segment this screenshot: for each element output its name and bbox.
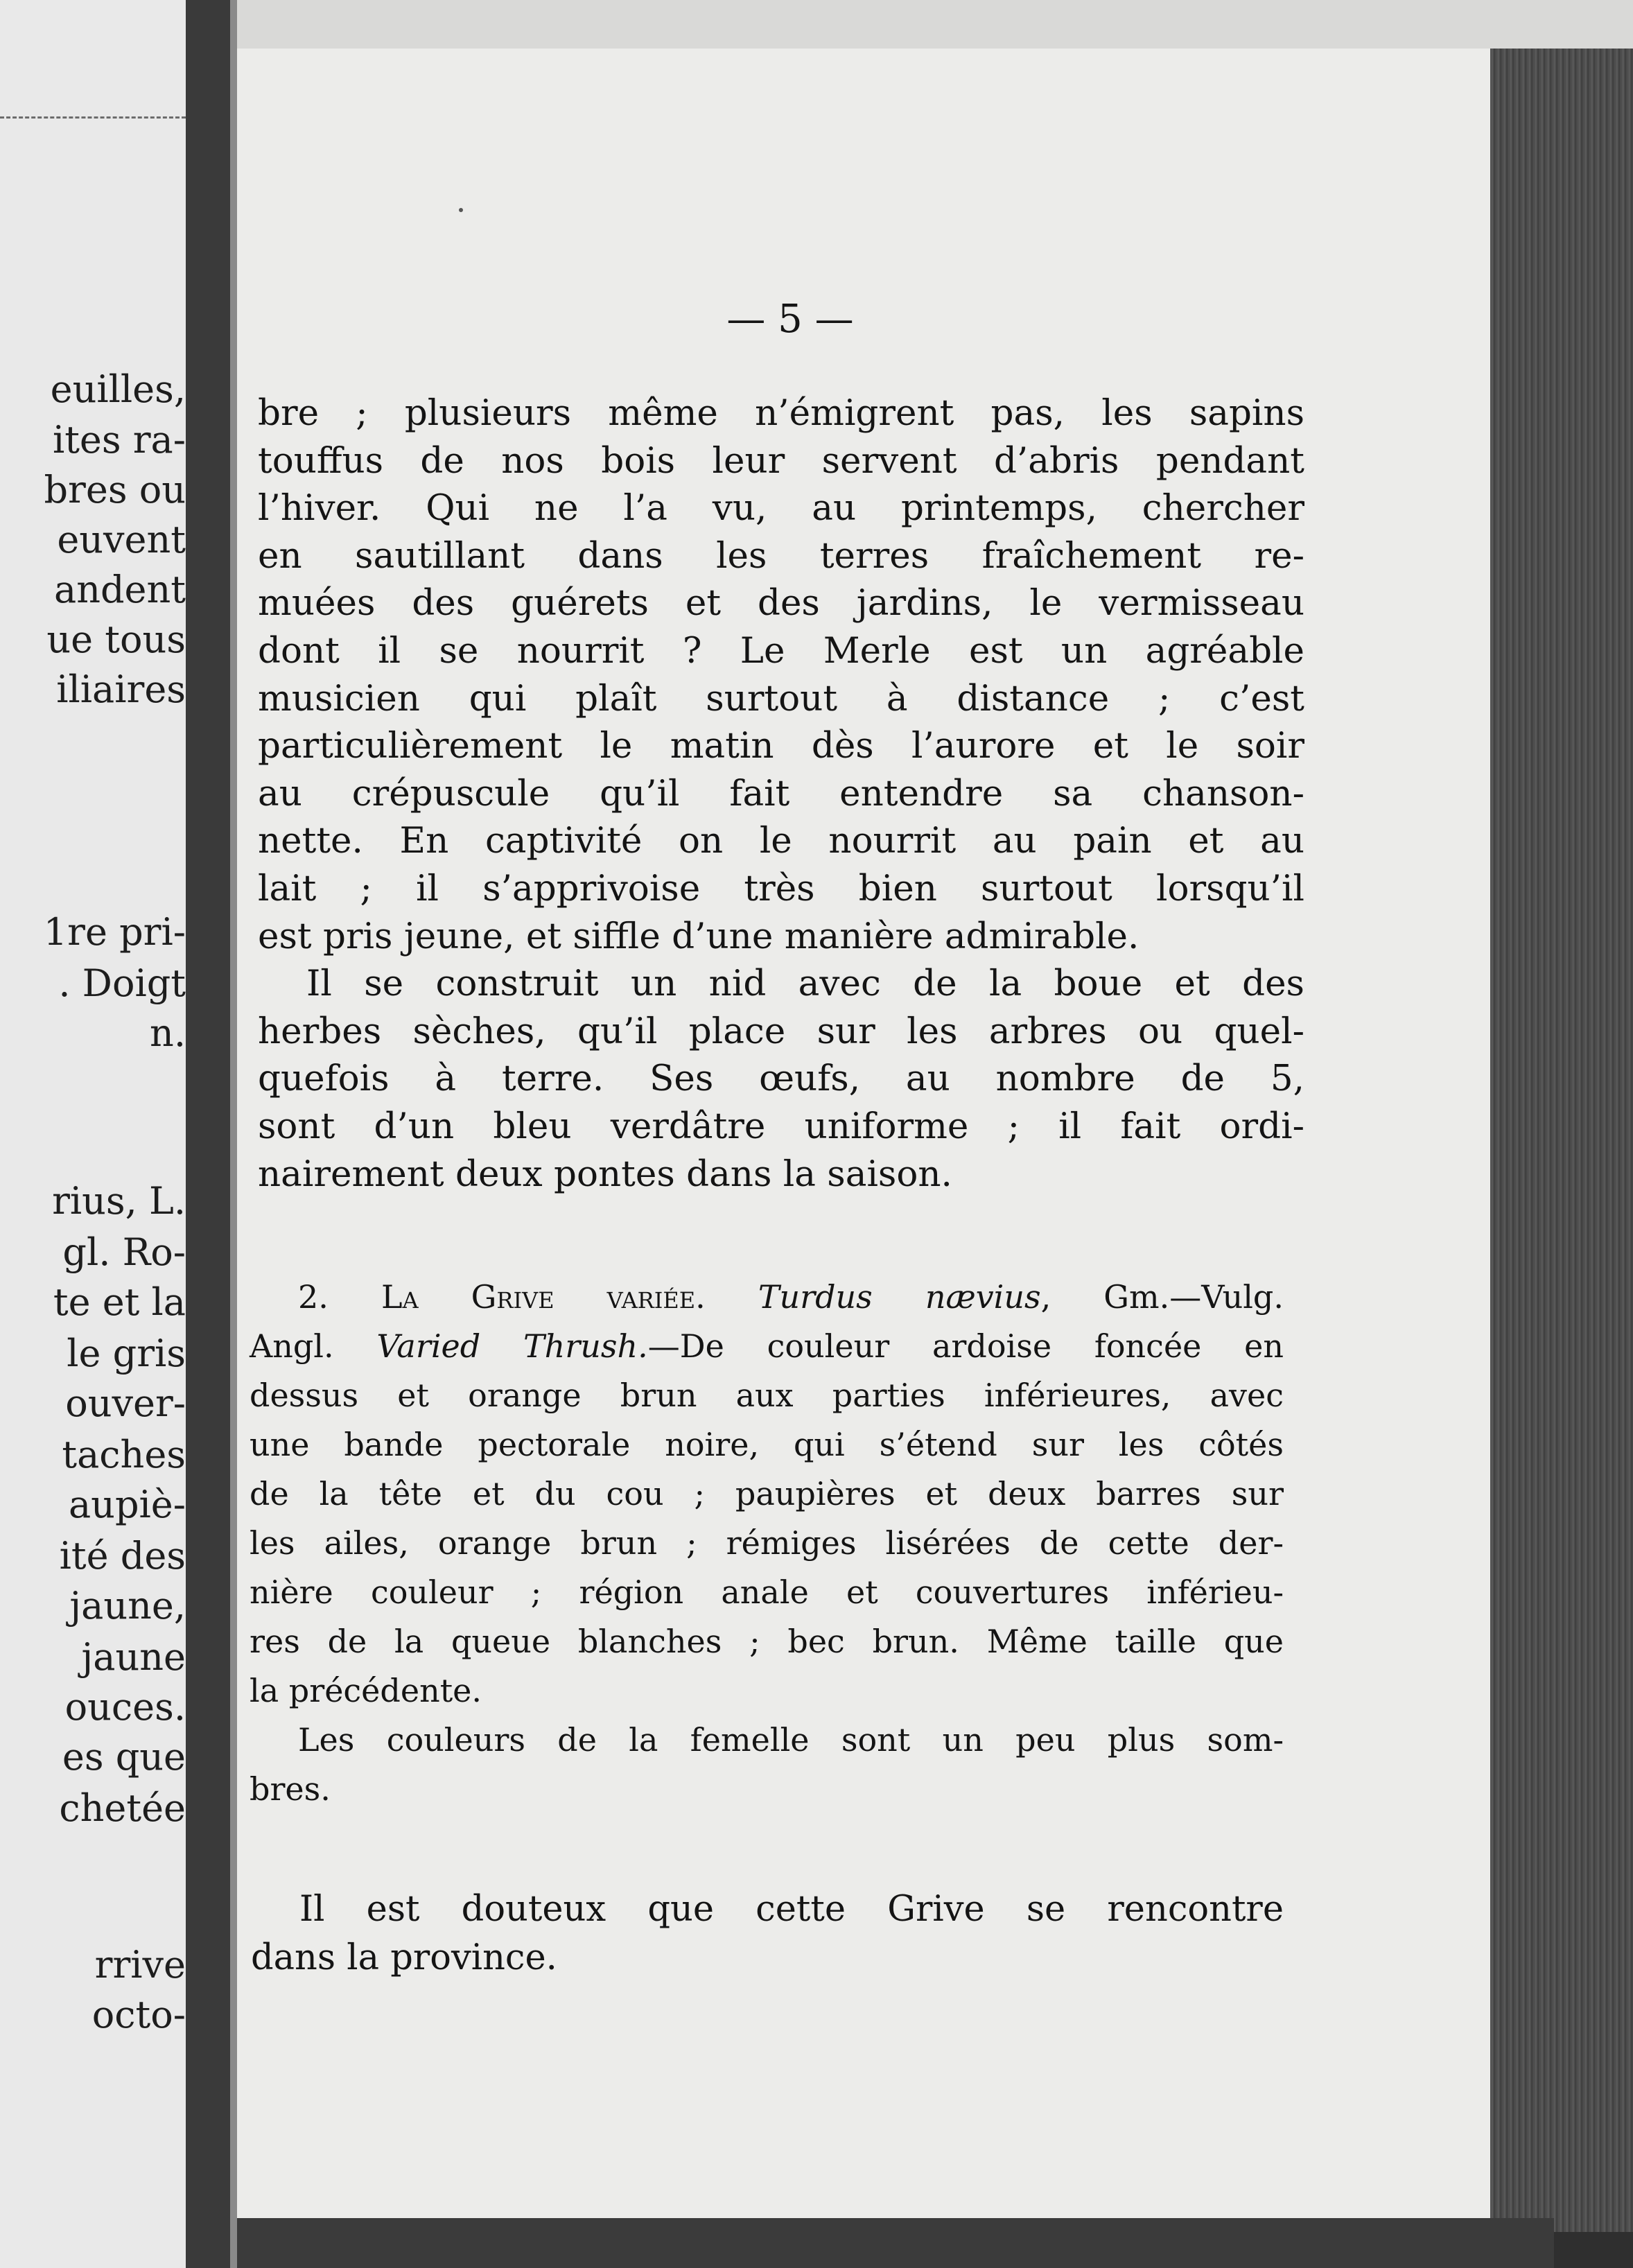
species-name: La Grive variée. <box>381 1278 706 1316</box>
body-text <box>258 390 1304 1198</box>
text-line: est pris jeune, et siffle d’une manière admirable. <box>258 915 1139 957</box>
left-page-line: . Doigt <box>58 961 186 1005</box>
ink-speck <box>459 208 463 212</box>
species-entry <box>250 1273 1284 1814</box>
text-line: dessus et orange brun aux parties inférieures, avec <box>250 1377 1284 1414</box>
text-line: la précédente. <box>250 1672 482 1709</box>
angl-label: Angl. <box>250 1327 334 1365</box>
left-page-rule <box>0 116 186 119</box>
page-bottom-shadow <box>237 2218 1554 2268</box>
left-page-line: gl. Ro- <box>62 1230 186 1274</box>
left-page-line: euilles, <box>50 367 186 411</box>
left-page-line: te et la <box>53 1280 186 1324</box>
text-line: nairement deux pontes dans la saison. <box>258 1153 952 1195</box>
text-line: herbes sèches, qu’il place sur les arbres ou quel- <box>258 1010 1304 1052</box>
text-line: sont d’un bleu verdâtre uniforme ; il fait ordi- <box>258 1105 1304 1147</box>
left-page-line: ites ra- <box>52 418 186 462</box>
text-line: Il se construit un nid avec de la boue et des <box>306 963 1304 1005</box>
text-line: touffus de nos bois leur servent d’abris pendant <box>258 439 1304 482</box>
text-line: musicien qui plaît surtout à distance ; c’est <box>258 677 1304 719</box>
species-latin: Turdus nævius <box>758 1278 1041 1316</box>
text-line: nière couleur ; région anale et couvertures inférieu- <box>250 1573 1284 1611</box>
text-line: en sautillant dans les terres fraîchement re- <box>258 534 1304 577</box>
text-line: res de la queue blanches ; bec brun. Même taille que <box>250 1623 1284 1660</box>
text-line <box>250 1322 1284 1371</box>
left-page-line: jaune, <box>69 1584 186 1628</box>
text-line: dont il se nourrit ? Le Merle est un agréable <box>258 629 1304 672</box>
text-line: une bande pectorale noire, qui s’étend sur les côtés <box>250 1426 1284 1463</box>
page-edges-stack <box>1490 49 1633 2232</box>
species-english: Varied Thrush. <box>376 1327 648 1365</box>
text-line: lait ; il s’apprivoise très bien surtout lorsqu’il <box>258 867 1304 909</box>
species-author: , Gm.—Vulg. <box>1040 1278 1284 1316</box>
text-line: quefois à terre. Ses œufs, au nombre de 5, <box>258 1058 1304 1100</box>
page-top-margin <box>237 0 1633 49</box>
left-page-line: iliaires <box>56 668 186 711</box>
left-page-line: aupiè- <box>68 1483 186 1526</box>
left-page-line: ité des <box>59 1534 186 1578</box>
left-page-line: 1re pri- <box>43 910 186 954</box>
closing-paragraph <box>251 1885 1284 1982</box>
page-number: — 5 — <box>726 297 854 342</box>
species-heading <box>250 1273 1284 1322</box>
left-page-line: euvent <box>57 518 186 561</box>
text-line: de la tête et du cou ; paupières et deux barres sur <box>250 1475 1284 1512</box>
text-line: bres. <box>250 1770 331 1808</box>
left-page-line: taches <box>62 1433 186 1476</box>
text-line: dans la province. <box>251 1937 557 1978</box>
left-page-line: jaune <box>81 1635 186 1679</box>
left-page-line: ouver- <box>65 1381 186 1425</box>
text-line: bre ; plusieurs même n’émigrent pas, les sapins <box>258 392 1304 434</box>
text-line: Les couleurs de la femelle sont un peu plus som- <box>298 1721 1284 1759</box>
gutter-edge <box>230 0 237 2268</box>
text-line: Il est douteux que cette Grive se rencontre <box>299 1889 1284 1930</box>
left-page-line: rius, L. <box>52 1179 186 1223</box>
left-page-line: rrive <box>94 1943 186 1987</box>
left-page-line: chetée <box>59 1786 186 1830</box>
description-start: —De couleur ardoise foncée en <box>647 1327 1284 1365</box>
left-page-line: es que <box>62 1735 186 1779</box>
left-page-line: bres ou <box>44 468 186 512</box>
text-line: au crépuscule qu’il fait entendre sa chanson- <box>258 772 1304 814</box>
left-page-line: n. <box>150 1011 186 1055</box>
species-number: 2. <box>298 1278 329 1316</box>
text-line: l’hiver. Qui ne l’a vu, au printemps, chercher <box>258 487 1304 530</box>
left-page-line: ue tous <box>46 618 186 661</box>
text-line: nette. En captivité on le nourrit au pain et au <box>258 820 1304 862</box>
left-page-line: octo- <box>91 1993 186 2036</box>
text-line: les ailes, orange brun ; rémiges lisérées de cette der- <box>250 1524 1284 1562</box>
book-gutter <box>186 0 230 2268</box>
text-line: muées des guérets et des jardins, le vermisseau <box>258 582 1304 625</box>
left-page-line: le gris <box>67 1332 186 1375</box>
text-line: particulièrement le matin dès l’aurore et le soir <box>258 725 1304 767</box>
left-page-fragment <box>0 0 186 2268</box>
left-page-line: andent <box>54 568 186 611</box>
left-page-line: ouces. <box>64 1685 186 1729</box>
